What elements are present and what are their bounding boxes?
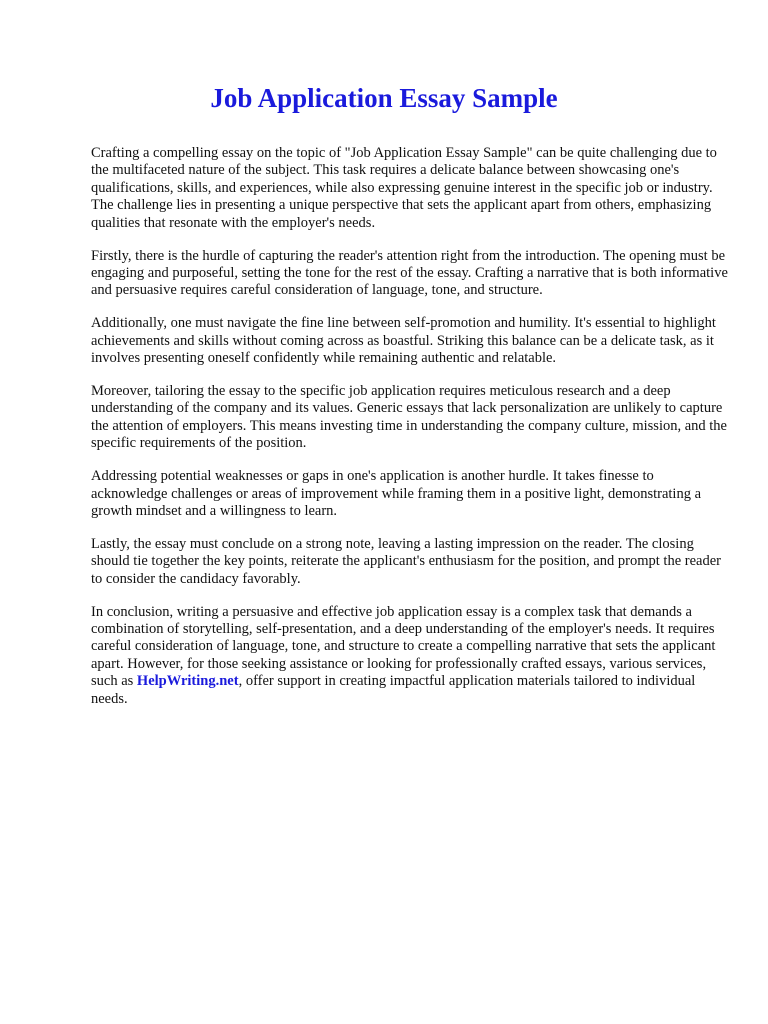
- paragraph-tailoring: Moreover, tailoring the essay to the specific job application requires meticulous research and a deep understanding of the company and its values. Generic essays that lack personalization are unlikely to capture the attention of employers. This means investing time in understanding the company culture, mission, and the specific requirements of the position.: [91, 382, 727, 452]
- paragraph-conclusion: [91, 604, 731, 708]
- document-body: [91, 145, 731, 723]
- paragraph-intro: Crafting a compelling essay on the topic of "Job Application Essay Sample" can be quite challenging due to the multifaceted nature of the subject. This task requires a delicate balance between showcasing one's qualifications, skills, and experiences, while also expressing genuine interest in the specific job or industry. The challenge lies in presenting a unique perspective that sets the applicant apart from others, emphasizing qualities that resonate with the employer's needs.: [91, 145, 717, 231]
- conclusion-text: In conclusion, writing a persuasive and effective job application essay is a complex task that demands a combination of storytelling, self-presentation, and a deep understanding of the employer's needs. It requires careful consideration of language, tone, and structure to create a compelling narrative that sets the applicant apart. However, for those seeking assistance or looking for professionally crafted essays, various services, such as: [91, 603, 716, 690]
- paragraph-weaknesses: Addressing potential weaknesses or gaps in one's application is another hurdle. It takes finesse to acknowledge challenges or areas of improvement while framing them in a positive light, demonstrating a growth mindset and a willingness to learn.: [91, 468, 702, 519]
- conclusion-text-end: , offer support in creating impactful application materials tailored to individual needs.: [91, 673, 696, 707]
- paragraph-introduction-hurdle: Firstly, there is the hurdle of capturing the reader's attention right from the introduction. The opening must be engaging and purposeful, setting the tone for the rest of the essay. Crafting a narrative that is both informative and persuasive requires careful consideration of language, tone, and structure.: [91, 247, 728, 299]
- document-title: Job Application Essay Sample: [210, 83, 558, 113]
- paragraph-closing: Lastly, the essay must conclude on a strong note, leaving a lasting impression on the reader. The closing should tie together the key points, reiterate the applicant's enthusiasm for the position, and prompt the reader to consider the candidacy favorably.: [91, 535, 721, 587]
- paragraph-self-promotion: Additionally, one must navigate the fine line between self-promotion and humility. It's essential to highlight achievements and skills without coming across as boastful. Striking this balance can be a delicate task, as it involves presenting oneself confidently while remaining authentic and relatable.: [91, 315, 716, 367]
- helpwriting-link[interactable]: HelpWriting.net: [136, 673, 239, 690]
